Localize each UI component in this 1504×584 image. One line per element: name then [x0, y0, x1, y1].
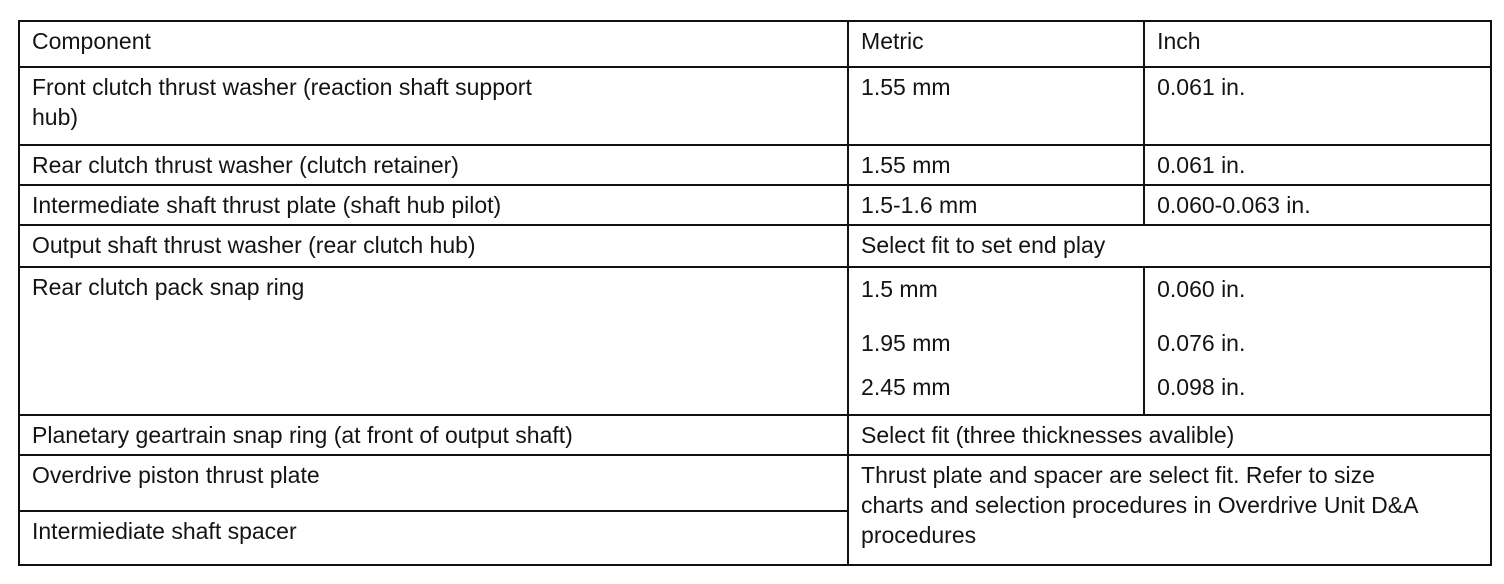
spanned-value-cell: Select fit to set end play: [848, 225, 1491, 267]
inch-cell: 0.060-0.063 in.: [1144, 185, 1491, 225]
table-row: [19, 455, 1491, 511]
metric-values-cell: [848, 267, 1144, 415]
component-cell: Intermiediate shaft spacer: [19, 511, 848, 565]
component-cell: Rear clutch thrust washer (clutch retainer): [19, 145, 848, 185]
component-cell: Intermediate shaft thrust plate (shaft hub pilot): [19, 185, 848, 225]
table-row: [19, 145, 1491, 185]
spanned-note-cell: Thrust plate and spacer are select fit. Refer to size charts and selection procedures in Overdrive Unit D&A procedures: [848, 455, 1491, 565]
component-cell: Rear clutch pack snap ring: [19, 267, 848, 415]
inch-cell: 0.061 in.: [1144, 67, 1491, 145]
table-row: [19, 225, 1491, 267]
header-row: [19, 21, 1491, 67]
spanned-value-cell: Select fit (three thicknesses avalible): [848, 415, 1491, 455]
table-row: [19, 67, 1491, 145]
table-row: [19, 415, 1491, 455]
metric-value: 1.5 mm: [861, 276, 938, 302]
component-cell: Front clutch thrust washer (reaction shaft support hub): [19, 67, 848, 145]
inch-value: 0.076 in.: [1157, 330, 1246, 356]
component-cell: Overdrive piston thrust plate: [19, 455, 848, 511]
metric-value: 1.95 mm: [861, 330, 951, 356]
metric-value: 2.45 mm: [861, 374, 951, 400]
specifications-table: [18, 20, 1492, 566]
inch-values-cell: [1144, 267, 1491, 415]
inch-value: 0.060 in.: [1157, 276, 1246, 302]
metric-cell: 1.55 mm: [848, 145, 1144, 185]
metric-cell: 1.5-1.6 mm: [848, 185, 1144, 225]
table-row: [19, 185, 1491, 225]
header-inch: Inch: [1144, 21, 1491, 67]
header-component: Component: [19, 21, 848, 67]
table-row: [19, 267, 1491, 415]
inch-cell: 0.061 in.: [1144, 145, 1491, 185]
component-cell: Output shaft thrust washer (rear clutch hub): [19, 225, 848, 267]
component-cell: Planetary geartrain snap ring (at front of output shaft): [19, 415, 848, 455]
inch-value: 0.098 in.: [1157, 374, 1246, 400]
header-metric: Metric: [848, 21, 1144, 67]
metric-cell: 1.55 mm: [848, 67, 1144, 145]
